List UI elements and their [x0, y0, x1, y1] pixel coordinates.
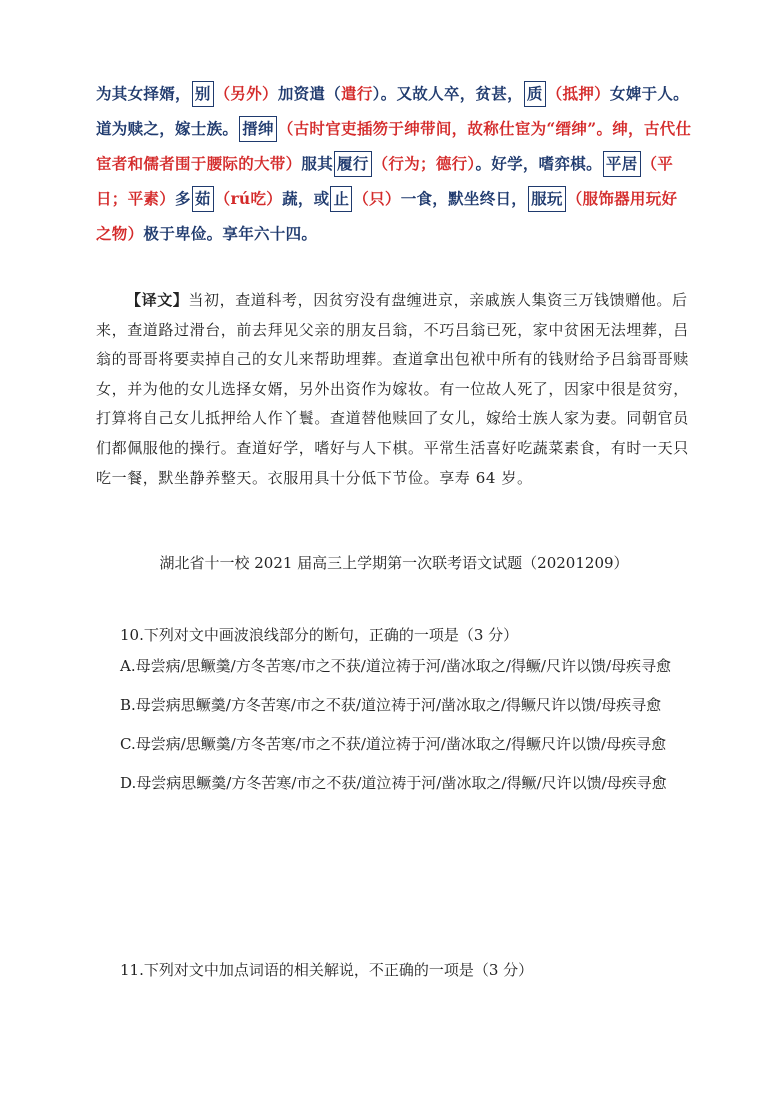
- passage-text: 。好学，嗜弈棋。: [475, 154, 602, 173]
- gloss: （行为；德行）: [372, 154, 476, 173]
- passage-text: ）。又故人卒，贫甚，: [372, 84, 523, 103]
- key-word-box: 别: [192, 81, 214, 107]
- gloss: （只）: [353, 189, 401, 208]
- translation-section: [96, 286, 692, 493]
- translation-paragraph: [96, 286, 692, 493]
- passage-text: 为其女择婿，: [96, 84, 191, 103]
- passage-text: 一食，默坐终日，: [400, 189, 528, 208]
- gloss: （平日；平素）: [96, 154, 674, 208]
- passage-text: 服其: [301, 154, 334, 173]
- key-word-box: 履行: [334, 151, 372, 177]
- question-10: [96, 620, 692, 807]
- annotated-passage: [96, 76, 692, 251]
- gloss: （另外）: [214, 84, 278, 103]
- translation-text: 当初，查道科考，因贫穷没有盘缠进京，亲戚族人集资三万钱馈赠他。后来，查道路过滑台，前去拜见父亲的朋友吕翁，不巧吕翁已死，家中贫困无法埋葬，吕翁的哥哥将要卖掉自己的女儿来帮助埋葬。查道拿出包袱中所有的钱财给予吕翁哥哥赎女，并为他的女儿选择女婿，另外出资作为嫁妆。有一位故人死了，因家中很是贫穷，打算将自己女儿抵押给人作丫鬟。查道替他赎回了女儿，嫁给士族人家为妻。同朝官员们都佩服他的操行。查道好学，嗜好与人下棋。平常生活喜好吃蔬菜素食，有时一天只吃一餐，默坐静养整天。衣服用具十分低下节俭。享寿 64 岁。: [96, 291, 689, 487]
- option-b: B.母尝病思鳜羹/方冬苦寒/市之不获/道泣祷于河/凿冰取之/得鳜尺许以馈/母疾寻愈: [120, 696, 662, 714]
- key-word-box: 搢绅: [239, 116, 277, 142]
- gloss: （抵押）: [546, 84, 610, 103]
- passage-text: 加资遣（: [277, 84, 342, 103]
- passage-text: 女婢于人。道为赎之，嫁士族。: [96, 84, 689, 138]
- gloss: （古时官吏插笏于绅带间，故称仕宦为“缙绅”。绅，古代仕宦者和儒者围于腰际的大带）: [96, 119, 692, 173]
- key-word-box: 服玩: [528, 186, 566, 212]
- gloss: （服饰器用玩好之物）: [96, 189, 678, 243]
- option-c: C.母尝病/思鳜羹/方冬苦寒/市之不获/道泣祷于河/凿冰取之/得鳜尺许以馈/母疾寻愈: [120, 735, 667, 753]
- key-word-box: 止: [330, 186, 352, 212]
- passage-text: 多: [175, 189, 191, 208]
- option-d: D.母尝病思鳜羹/方冬苦寒/市之不获/道泣祷于河/凿冰取之/得鳜/尺许以馈/母疾寻愈: [120, 774, 667, 792]
- passage-text: 极于卑俭。享年六十四。: [143, 224, 318, 243]
- key-word-box: 质: [524, 81, 546, 107]
- gloss: 遣行: [341, 84, 373, 103]
- passage-text: 蔬，或: [282, 189, 330, 208]
- translation-label: 【译文】: [126, 291, 189, 309]
- question-11-stem: 11.下列对文中加点词语的相关解说，不正确的一项是（3 分）: [120, 961, 534, 979]
- exam-title: 湖北省十一校 2021 届高三上学期第一次联考语文试题（20201209）: [159, 554, 629, 572]
- gloss: （rú吃）: [214, 189, 283, 208]
- key-word-box: 平居: [603, 151, 641, 177]
- question-10-stem: 10.下列对文中画波浪线部分的断句，正确的一项是（3 分）: [120, 626, 519, 644]
- option-a: A.母尝病/思鳜羹/方冬苦寒/市之不获/道泣祷于河/凿冰取之/得鳜/尺许以馈/母疾寻愈: [120, 657, 672, 675]
- key-word-box: 茹: [192, 186, 214, 212]
